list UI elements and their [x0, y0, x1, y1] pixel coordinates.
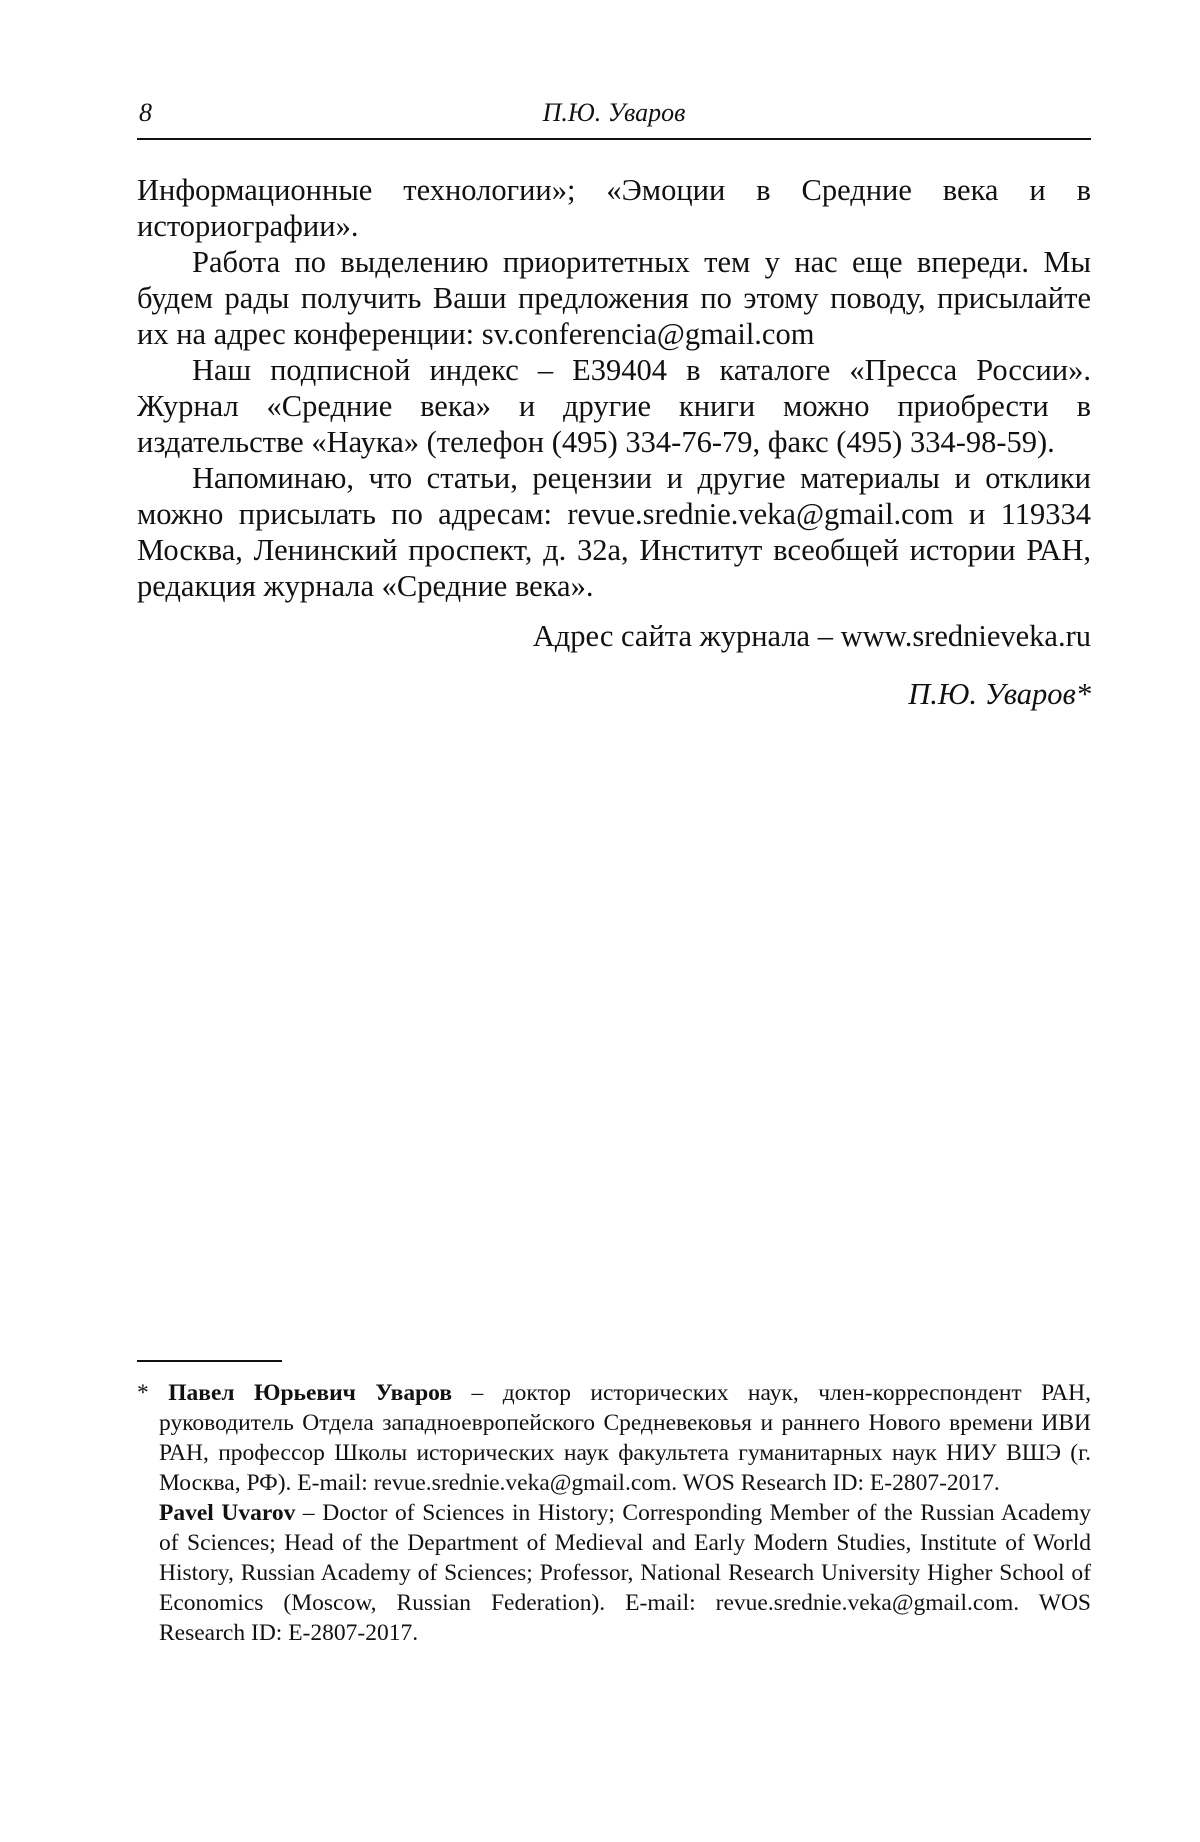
author-bio-en: – Doctor of Sciences in History; Corresponding Member of the Russian Academy of Sciences; Head of the Department of Medieval and Early Modern Studies, Institute of World History, Russian Academy of Sciences; Professor, National Research University Higher School of Economics (Moscow, Russian Federation). E-mail: revue.srednie.veka@gmail.com. WOS Research ID: E-2807-2017.: [159, 1500, 1091, 1646]
main-text: [137, 172, 1091, 712]
footnote-marker: *: [137, 1380, 169, 1406]
author-name-ru: Павел Юрьевич Уваров: [168, 1380, 453, 1406]
footnote-divider: [137, 1360, 282, 1362]
paragraph-priority-topics: Работа по выделению приоритетных тем у нас еще впереди. Мы будем рады получить Ваши предложения по этому поводу, присылайте их на адрес конференции: sv.conferencia@gmail.com: [137, 245, 1091, 351]
paragraph-subscription: Наш подписной индекс – E39404 в каталоге «Пресса России». Журнал «Средние века» и другие книги можно приобрести в издательстве «Наука» (телефон (495) 334-76-79, факс (495) 334-98-59).: [137, 353, 1091, 459]
page-number: 8: [139, 98, 152, 127]
page-header: [137, 92, 1091, 140]
paragraph-submission-addresses: Напоминаю, что статьи, рецензии и другие материалы и отклики можно присылать по адресам: revue.srednie.veka@gmail.com и 119334 Москва, Ленинский проспект, д. 32а, Институт всеобщей истории РАН, редакция журнала «Средние века».: [137, 461, 1091, 603]
footnote-block: [137, 1378, 1091, 1648]
paragraph-continuation: Информационные технологии»; «Эмоции в Средние века и в историографии».: [137, 173, 1091, 243]
running-head: П.Ю. Уваров: [542, 98, 686, 127]
footnote-russian: [137, 1378, 1091, 1498]
author-signature: П.Ю. Уваров*: [908, 677, 1091, 711]
author-name-en: Pavel Uvarov: [159, 1500, 296, 1526]
journal-website-line: Адрес сайта журнала – www.srednieveka.ru: [532, 619, 1091, 653]
footnote-english: [137, 1498, 1091, 1648]
author-bio-ru: – доктор исторических наук, член-корреспондент РАН, руководитель Отдела западноевропейского Средневековья и раннего Нового времени ИВИ РАН, профессор Школы исторических наук факультета гуманитарных наук НИУ ВШЭ (г. Москва, РФ). E-mail: revue.srednie.veka@gmail.com. WOS Research ID: E-2807-2017.: [159, 1380, 1092, 1496]
